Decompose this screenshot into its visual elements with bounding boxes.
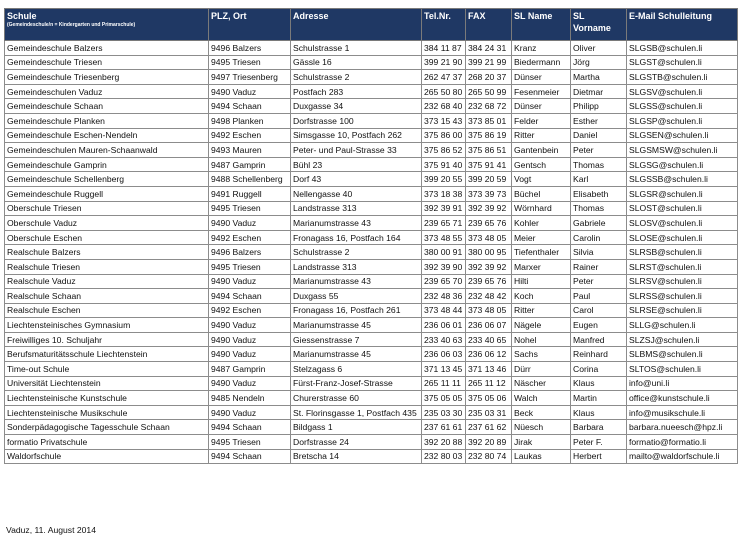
cell-sl-firstname: Jörg bbox=[571, 55, 627, 70]
table-row bbox=[5, 84, 738, 99]
cell-sl-firstname: Peter bbox=[571, 143, 627, 158]
cell-phone: 392 39 91 bbox=[422, 201, 466, 216]
cell-school: Realschule Balzers bbox=[5, 245, 209, 260]
cell-address: Dorfstrasse 24 bbox=[291, 435, 422, 450]
cell-phone: 232 68 40 bbox=[422, 99, 466, 114]
cell-fax: 373 48 05 bbox=[466, 230, 512, 245]
cell-school: Universität Liechtenstein bbox=[5, 376, 209, 391]
cell-sl-firstname: Carolin bbox=[571, 230, 627, 245]
cell-school: Gemeindeschule Eschen-Nendeln bbox=[5, 128, 209, 143]
column-header-address bbox=[291, 9, 422, 41]
cell-school: Realschule Vaduz bbox=[5, 274, 209, 289]
table-row bbox=[5, 99, 738, 114]
cell-sl-firstname: Daniel bbox=[571, 128, 627, 143]
cell-address: Marianumstrasse 43 bbox=[291, 274, 422, 289]
cell-address: Fronagass 16, Postfach 261 bbox=[291, 303, 422, 318]
cell-fax: 392 39 92 bbox=[466, 201, 512, 216]
column-header-subtitle: (Gemeindeschule/n = Kindergarten und Primarschule) bbox=[7, 22, 136, 28]
cell-phone: 232 80 03 bbox=[422, 449, 466, 464]
cell-plz-ort: 9496 Balzers bbox=[209, 245, 291, 260]
cell-sl-firstname: Carol bbox=[571, 303, 627, 318]
cell-sl-name: Felder bbox=[512, 113, 571, 128]
cell-fax: 265 11 12 bbox=[466, 376, 512, 391]
cell-address: St. Florinsgasse 1, Postfach 435 bbox=[291, 405, 422, 420]
cell-sl-firstname: Martin bbox=[571, 391, 627, 406]
cell-sl-name: Dürr bbox=[512, 362, 571, 377]
cell-plz-ort: 9492 Eschen bbox=[209, 303, 291, 318]
cell-address: Bühl 23 bbox=[291, 157, 422, 172]
cell-sl-firstname: Karl bbox=[571, 172, 627, 187]
cell-email: SLTOS@schulen.li bbox=[627, 362, 738, 377]
cell-sl-name: Nägele bbox=[512, 318, 571, 333]
cell-fax: 239 65 76 bbox=[466, 216, 512, 231]
table-row bbox=[5, 186, 738, 201]
table-row bbox=[5, 259, 738, 274]
cell-sl-firstname: Klaus bbox=[571, 405, 627, 420]
table-row bbox=[5, 216, 738, 231]
cell-address: Churerstrasse 60 bbox=[291, 391, 422, 406]
cell-fax: 380 00 95 bbox=[466, 245, 512, 260]
cell-school: Gemeindeschulen Vaduz bbox=[5, 84, 209, 99]
cell-address: Giessenstrasse 7 bbox=[291, 332, 422, 347]
cell-school: Time-out Schule bbox=[5, 362, 209, 377]
cell-plz-ort: 9490 Vaduz bbox=[209, 216, 291, 231]
schools-table bbox=[4, 8, 738, 464]
cell-phone: 375 86 00 bbox=[422, 128, 466, 143]
cell-plz-ort: 9495 Triesen bbox=[209, 201, 291, 216]
cell-email: SLOSE@schulen.li bbox=[627, 230, 738, 245]
cell-email: SLBMS@schulen.li bbox=[627, 347, 738, 362]
cell-phone: 375 86 52 bbox=[422, 143, 466, 158]
cell-sl-firstname: Philipp bbox=[571, 99, 627, 114]
cell-fax: 236 06 07 bbox=[466, 318, 512, 333]
column-header-plz-ort bbox=[209, 9, 291, 41]
column-header-sl-firstname bbox=[571, 9, 627, 41]
cell-sl-firstname: Eugen bbox=[571, 318, 627, 333]
cell-sl-name: Näscher bbox=[512, 376, 571, 391]
cell-fax: 399 21 99 bbox=[466, 55, 512, 70]
cell-address: Dorf 43 bbox=[291, 172, 422, 187]
cell-email: mailto@waldorfschule.li bbox=[627, 449, 738, 464]
cell-school: Oberschule Vaduz bbox=[5, 216, 209, 231]
cell-fax: 384 24 31 bbox=[466, 41, 512, 56]
table-row bbox=[5, 230, 738, 245]
cell-plz-ort: 9494 Schaan bbox=[209, 99, 291, 114]
cell-sl-name: Kranz bbox=[512, 41, 571, 56]
cell-address: Postfach 283 bbox=[291, 84, 422, 99]
cell-sl-firstname: Elisabeth bbox=[571, 186, 627, 201]
cell-email: office@kunstschule.li bbox=[627, 391, 738, 406]
cell-plz-ort: 9491 Ruggell bbox=[209, 186, 291, 201]
cell-school: Gemeindeschule Planken bbox=[5, 113, 209, 128]
cell-sl-name: Laukas bbox=[512, 449, 571, 464]
cell-school: Gemeindeschule Ruggell bbox=[5, 186, 209, 201]
cell-sl-name: Dünser bbox=[512, 70, 571, 85]
cell-plz-ort: 9487 Gamprin bbox=[209, 157, 291, 172]
table-row bbox=[5, 289, 738, 304]
cell-sl-name: Ritter bbox=[512, 303, 571, 318]
cell-sl-name: Vogt bbox=[512, 172, 571, 187]
cell-fax: 375 05 06 bbox=[466, 391, 512, 406]
cell-phone: 375 91 40 bbox=[422, 157, 466, 172]
cell-sl-firstname: Barbara bbox=[571, 420, 627, 435]
cell-fax: 233 40 65 bbox=[466, 332, 512, 347]
cell-email: SLGSV@schulen.li bbox=[627, 84, 738, 99]
cell-address: Nellengasse 40 bbox=[291, 186, 422, 201]
cell-sl-firstname: Esther bbox=[571, 113, 627, 128]
cell-school: Realschule Triesen bbox=[5, 259, 209, 274]
cell-email: SLOSV@schulen.li bbox=[627, 216, 738, 231]
schools-table-container bbox=[4, 8, 738, 464]
cell-phone: 237 61 61 bbox=[422, 420, 466, 435]
cell-address: Peter- und Paul-Strasse 33 bbox=[291, 143, 422, 158]
cell-fax: 265 50 99 bbox=[466, 84, 512, 99]
cell-email: SLGSB@schulen.li bbox=[627, 41, 738, 56]
table-row bbox=[5, 55, 738, 70]
cell-sl-name: Hilti bbox=[512, 274, 571, 289]
column-header-label: FAX bbox=[468, 11, 486, 21]
cell-address: Marianumstrasse 45 bbox=[291, 347, 422, 362]
cell-fax: 237 61 62 bbox=[466, 420, 512, 435]
cell-phone: 236 06 03 bbox=[422, 347, 466, 362]
cell-sl-name: Gentsch bbox=[512, 157, 571, 172]
table-row bbox=[5, 113, 738, 128]
cell-fax: 392 39 92 bbox=[466, 259, 512, 274]
cell-email: SLGSP@schulen.li bbox=[627, 113, 738, 128]
table-row bbox=[5, 362, 738, 377]
table-row bbox=[5, 376, 738, 391]
cell-fax: 232 80 74 bbox=[466, 449, 512, 464]
cell-sl-name: Beck bbox=[512, 405, 571, 420]
cell-email: SLRST@schulen.li bbox=[627, 259, 738, 274]
cell-phone: 265 50 80 bbox=[422, 84, 466, 99]
cell-phone: 239 65 71 bbox=[422, 216, 466, 231]
cell-school: Realschule Eschen bbox=[5, 303, 209, 318]
cell-school: Gemeindeschulen Mauren-Schaanwald bbox=[5, 143, 209, 158]
cell-fax: 232 68 72 bbox=[466, 99, 512, 114]
cell-sl-name: Kohler bbox=[512, 216, 571, 231]
cell-email: SLOST@schulen.li bbox=[627, 201, 738, 216]
header-row bbox=[5, 9, 738, 41]
cell-address: Simsgasse 10, Postfach 262 bbox=[291, 128, 422, 143]
cell-sl-name: Sachs bbox=[512, 347, 571, 362]
cell-phone: 373 48 44 bbox=[422, 303, 466, 318]
cell-phone: 375 05 05 bbox=[422, 391, 466, 406]
column-header-phone bbox=[422, 9, 466, 41]
cell-fax: 236 06 12 bbox=[466, 347, 512, 362]
cell-phone: 262 47 37 bbox=[422, 70, 466, 85]
cell-school: Liechtensteinisches Gymnasium bbox=[5, 318, 209, 333]
cell-plz-ort: 9490 Vaduz bbox=[209, 84, 291, 99]
cell-sl-firstname: Rainer bbox=[571, 259, 627, 274]
cell-fax: 392 20 89 bbox=[466, 435, 512, 450]
cell-school: Gemeindeschule Balzers bbox=[5, 41, 209, 56]
cell-plz-ort: 9497 Triesenberg bbox=[209, 70, 291, 85]
cell-phone: 392 20 88 bbox=[422, 435, 466, 450]
cell-email: SLGSTB@schulen.li bbox=[627, 70, 738, 85]
cell-sl-name: Tiefenthaler bbox=[512, 245, 571, 260]
cell-plz-ort: 9494 Schaan bbox=[209, 420, 291, 435]
column-header-email bbox=[627, 9, 738, 41]
cell-address: Schulstrasse 2 bbox=[291, 70, 422, 85]
cell-school: Gemeindeschule Triesenberg bbox=[5, 70, 209, 85]
cell-sl-firstname: Oliver bbox=[571, 41, 627, 56]
table-row bbox=[5, 172, 738, 187]
cell-sl-name: Nüesch bbox=[512, 420, 571, 435]
column-header-label: Tel.Nr. bbox=[424, 11, 451, 21]
cell-fax: 268 20 37 bbox=[466, 70, 512, 85]
cell-phone: 373 15 43 bbox=[422, 113, 466, 128]
cell-email: SLRSE@schulen.li bbox=[627, 303, 738, 318]
cell-sl-name: Ritter bbox=[512, 128, 571, 143]
column-header-label: Schule bbox=[7, 11, 37, 21]
cell-address: Duxgass 55 bbox=[291, 289, 422, 304]
cell-email: SLRSB@schulen.li bbox=[627, 245, 738, 260]
cell-plz-ort: 9490 Vaduz bbox=[209, 405, 291, 420]
cell-fax: 235 03 31 bbox=[466, 405, 512, 420]
cell-plz-ort: 9490 Vaduz bbox=[209, 347, 291, 362]
cell-fax: 371 13 46 bbox=[466, 362, 512, 377]
cell-plz-ort: 9492 Eschen bbox=[209, 128, 291, 143]
cell-address: Landstrasse 313 bbox=[291, 201, 422, 216]
table-row bbox=[5, 405, 738, 420]
cell-school: Oberschule Triesen bbox=[5, 201, 209, 216]
cell-sl-name: Walch bbox=[512, 391, 571, 406]
cell-email: SLRSS@schulen.li bbox=[627, 289, 738, 304]
cell-fax: 239 65 76 bbox=[466, 274, 512, 289]
column-header-label: Adresse bbox=[293, 11, 329, 21]
cell-school: Gemeindeschule Schellenberg bbox=[5, 172, 209, 187]
cell-address: Gässle 16 bbox=[291, 55, 422, 70]
cell-sl-firstname: Paul bbox=[571, 289, 627, 304]
table-row bbox=[5, 70, 738, 85]
table-row bbox=[5, 449, 738, 464]
cell-plz-ort: 9495 Triesen bbox=[209, 435, 291, 450]
cell-school: Sonderpädagogische Tagesschule Schaan bbox=[5, 420, 209, 435]
cell-phone: 239 65 70 bbox=[422, 274, 466, 289]
cell-fax: 373 85 01 bbox=[466, 113, 512, 128]
cell-phone: 373 48 55 bbox=[422, 230, 466, 245]
cell-phone: 265 11 11 bbox=[422, 376, 466, 391]
cell-fax: 375 86 19 bbox=[466, 128, 512, 143]
cell-sl-firstname: Reinhard bbox=[571, 347, 627, 362]
cell-plz-ort: 9492 Eschen bbox=[209, 230, 291, 245]
cell-sl-name: Marxer bbox=[512, 259, 571, 274]
cell-plz-ort: 9490 Vaduz bbox=[209, 318, 291, 333]
cell-school: Oberschule Eschen bbox=[5, 230, 209, 245]
cell-school: Liechtensteinische Kunstschule bbox=[5, 391, 209, 406]
table-row bbox=[5, 41, 738, 56]
cell-address: Fürst-Franz-Josef-Strasse bbox=[291, 376, 422, 391]
cell-school: Waldorfschule bbox=[5, 449, 209, 464]
cell-sl-firstname: Peter F. bbox=[571, 435, 627, 450]
cell-email: SLGSG@schulen.li bbox=[627, 157, 738, 172]
cell-email: SLLG@schulen.li bbox=[627, 318, 738, 333]
cell-school: Berufsmaturitätsschule Liechtenstein bbox=[5, 347, 209, 362]
cell-email: SLGST@schulen.li bbox=[627, 55, 738, 70]
table-row bbox=[5, 303, 738, 318]
cell-address: Bildgass 1 bbox=[291, 420, 422, 435]
cell-fax: 375 91 41 bbox=[466, 157, 512, 172]
cell-address: Landstrasse 313 bbox=[291, 259, 422, 274]
cell-sl-name: Fesenmeier bbox=[512, 84, 571, 99]
cell-sl-name: Büchel bbox=[512, 186, 571, 201]
cell-fax: 373 39 73 bbox=[466, 186, 512, 201]
cell-email: SLGSR@schulen.li bbox=[627, 186, 738, 201]
cell-sl-name: Jirak bbox=[512, 435, 571, 450]
cell-address: Duxgasse 34 bbox=[291, 99, 422, 114]
cell-phone: 235 03 30 bbox=[422, 405, 466, 420]
cell-address: Bretscha 14 bbox=[291, 449, 422, 464]
cell-plz-ort: 9494 Schaan bbox=[209, 289, 291, 304]
cell-address: Marianumstrasse 45 bbox=[291, 318, 422, 333]
table-row bbox=[5, 391, 738, 406]
cell-sl-firstname: Dietmar bbox=[571, 84, 627, 99]
column-header-sl-name bbox=[512, 9, 571, 41]
cell-plz-ort: 9496 Balzers bbox=[209, 41, 291, 56]
cell-phone: 232 48 36 bbox=[422, 289, 466, 304]
cell-sl-firstname: Manfred bbox=[571, 332, 627, 347]
cell-phone: 380 00 91 bbox=[422, 245, 466, 260]
cell-phone: 399 21 90 bbox=[422, 55, 466, 70]
cell-plz-ort: 9490 Vaduz bbox=[209, 332, 291, 347]
table-row bbox=[5, 347, 738, 362]
cell-sl-name: Koch bbox=[512, 289, 571, 304]
cell-school: Freiwilliges 10. Schuljahr bbox=[5, 332, 209, 347]
cell-fax: 232 48 42 bbox=[466, 289, 512, 304]
table-row bbox=[5, 201, 738, 216]
cell-sl-name: Gantenbein bbox=[512, 143, 571, 158]
cell-school: formatio Privatschule bbox=[5, 435, 209, 450]
table-row bbox=[5, 128, 738, 143]
cell-email: info@uni.li bbox=[627, 376, 738, 391]
cell-sl-name: Meier bbox=[512, 230, 571, 245]
cell-plz-ort: 9485 Nendeln bbox=[209, 391, 291, 406]
cell-email: SLZSJ@schulen.li bbox=[627, 332, 738, 347]
table-row bbox=[5, 318, 738, 333]
cell-sl-name: Wörnhard bbox=[512, 201, 571, 216]
cell-address: Stelzagass 6 bbox=[291, 362, 422, 377]
cell-school: Liechtensteinische Musikschule bbox=[5, 405, 209, 420]
table-row bbox=[5, 274, 738, 289]
cell-sl-firstname: Silvia bbox=[571, 245, 627, 260]
table-row bbox=[5, 245, 738, 260]
cell-plz-ort: 9495 Triesen bbox=[209, 259, 291, 274]
cell-email: formatio@formatio.li bbox=[627, 435, 738, 450]
cell-sl-name: Dünser bbox=[512, 99, 571, 114]
cell-phone: 384 11 87 bbox=[422, 41, 466, 56]
cell-plz-ort: 9490 Vaduz bbox=[209, 274, 291, 289]
table-row bbox=[5, 143, 738, 158]
cell-plz-ort: 9494 Schaan bbox=[209, 449, 291, 464]
cell-address: Marianumstrasse 43 bbox=[291, 216, 422, 231]
cell-address: Fronagass 16, Postfach 164 bbox=[291, 230, 422, 245]
cell-plz-ort: 9487 Gamprin bbox=[209, 362, 291, 377]
column-header-fax bbox=[466, 9, 512, 41]
cell-address: Schulstrasse 2 bbox=[291, 245, 422, 260]
cell-fax: 399 20 59 bbox=[466, 172, 512, 187]
cell-email: SLRSV@schulen.li bbox=[627, 274, 738, 289]
cell-phone: 233 40 63 bbox=[422, 332, 466, 347]
column-header-label: E-Mail Schulleitung bbox=[629, 11, 713, 21]
cell-phone: 236 06 01 bbox=[422, 318, 466, 333]
cell-email: barbara.nueesch@hpz.li bbox=[627, 420, 738, 435]
cell-sl-name: Biedermann bbox=[512, 55, 571, 70]
cell-phone: 392 39 90 bbox=[422, 259, 466, 274]
cell-sl-firstname: Thomas bbox=[571, 201, 627, 216]
table-body bbox=[5, 41, 738, 464]
cell-sl-firstname: Thomas bbox=[571, 157, 627, 172]
table-row bbox=[5, 420, 738, 435]
cell-email: info@musikschule.li bbox=[627, 405, 738, 420]
table-header bbox=[5, 9, 738, 41]
cell-plz-ort: 9498 Planken bbox=[209, 113, 291, 128]
cell-school: Gemeindeschule Schaan bbox=[5, 99, 209, 114]
cell-sl-name: Nohel bbox=[512, 332, 571, 347]
cell-sl-firstname: Corina bbox=[571, 362, 627, 377]
footer-date: Vaduz, 11. August 2014 bbox=[6, 525, 96, 535]
table-row bbox=[5, 332, 738, 347]
table-row bbox=[5, 435, 738, 450]
cell-phone: 399 20 55 bbox=[422, 172, 466, 187]
column-header-school bbox=[5, 9, 209, 41]
cell-address: Dorfstrasse 100 bbox=[291, 113, 422, 128]
cell-plz-ort: 9495 Triesen bbox=[209, 55, 291, 70]
cell-email: SLGSEN@schulen.li bbox=[627, 128, 738, 143]
cell-school: Gemeindeschule Triesen bbox=[5, 55, 209, 70]
cell-sl-firstname: Gabriele bbox=[571, 216, 627, 231]
table-row bbox=[5, 157, 738, 172]
cell-email: SLGSSB@schulen.li bbox=[627, 172, 738, 187]
cell-sl-firstname: Martha bbox=[571, 70, 627, 85]
cell-address: Schulstrasse 1 bbox=[291, 41, 422, 56]
cell-school: Gemeindeschule Gamprin bbox=[5, 157, 209, 172]
cell-phone: 373 18 38 bbox=[422, 186, 466, 201]
cell-plz-ort: 9493 Mauren bbox=[209, 143, 291, 158]
column-header-label: SL Name bbox=[514, 11, 553, 21]
cell-fax: 375 86 51 bbox=[466, 143, 512, 158]
cell-phone: 371 13 45 bbox=[422, 362, 466, 377]
cell-plz-ort: 9490 Vaduz bbox=[209, 376, 291, 391]
cell-sl-firstname: Peter bbox=[571, 274, 627, 289]
cell-email: SLGSMSW@schulen.li bbox=[627, 143, 738, 158]
column-header-label: PLZ, Ort bbox=[211, 11, 247, 21]
cell-sl-firstname: Klaus bbox=[571, 376, 627, 391]
column-header-label: SL Vorname bbox=[573, 11, 611, 33]
cell-fax: 373 48 05 bbox=[466, 303, 512, 318]
cell-sl-firstname: Herbert bbox=[571, 449, 627, 464]
cell-plz-ort: 9488 Schellenberg bbox=[209, 172, 291, 187]
cell-email: SLGSS@schulen.li bbox=[627, 99, 738, 114]
cell-school: Realschule Schaan bbox=[5, 289, 209, 304]
